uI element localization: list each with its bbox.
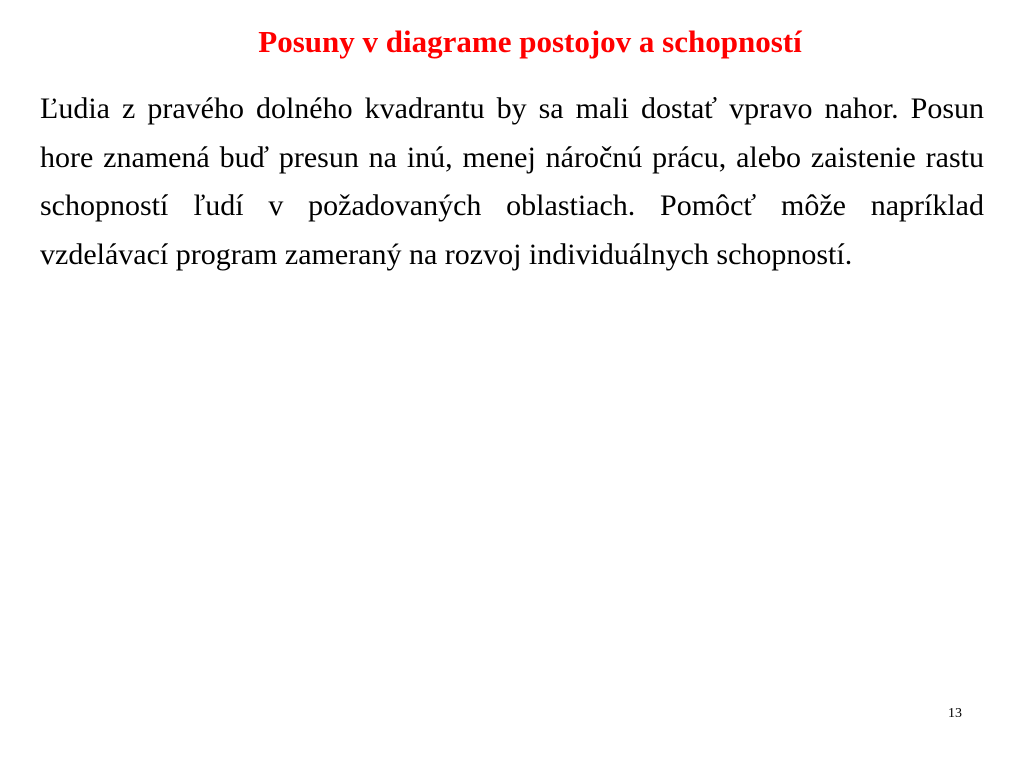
slide-title: Posuny v diagrame postojov a schopností bbox=[258, 24, 802, 59]
slide-body-text: Ľudia z pravého dolného kvadrantu by sa mali dostať vpravo nahor. Posun hore znamená buď presun na inú, menej náročnú prácu, alebo zaistenie rastu schopností ľudí v požadovaných oblastiach. Pomôcť môže napríklad vzdelávací program zameraný na rozvoj individuálnych schopností. bbox=[40, 92, 984, 271]
page-number: 13 bbox=[948, 706, 962, 721]
